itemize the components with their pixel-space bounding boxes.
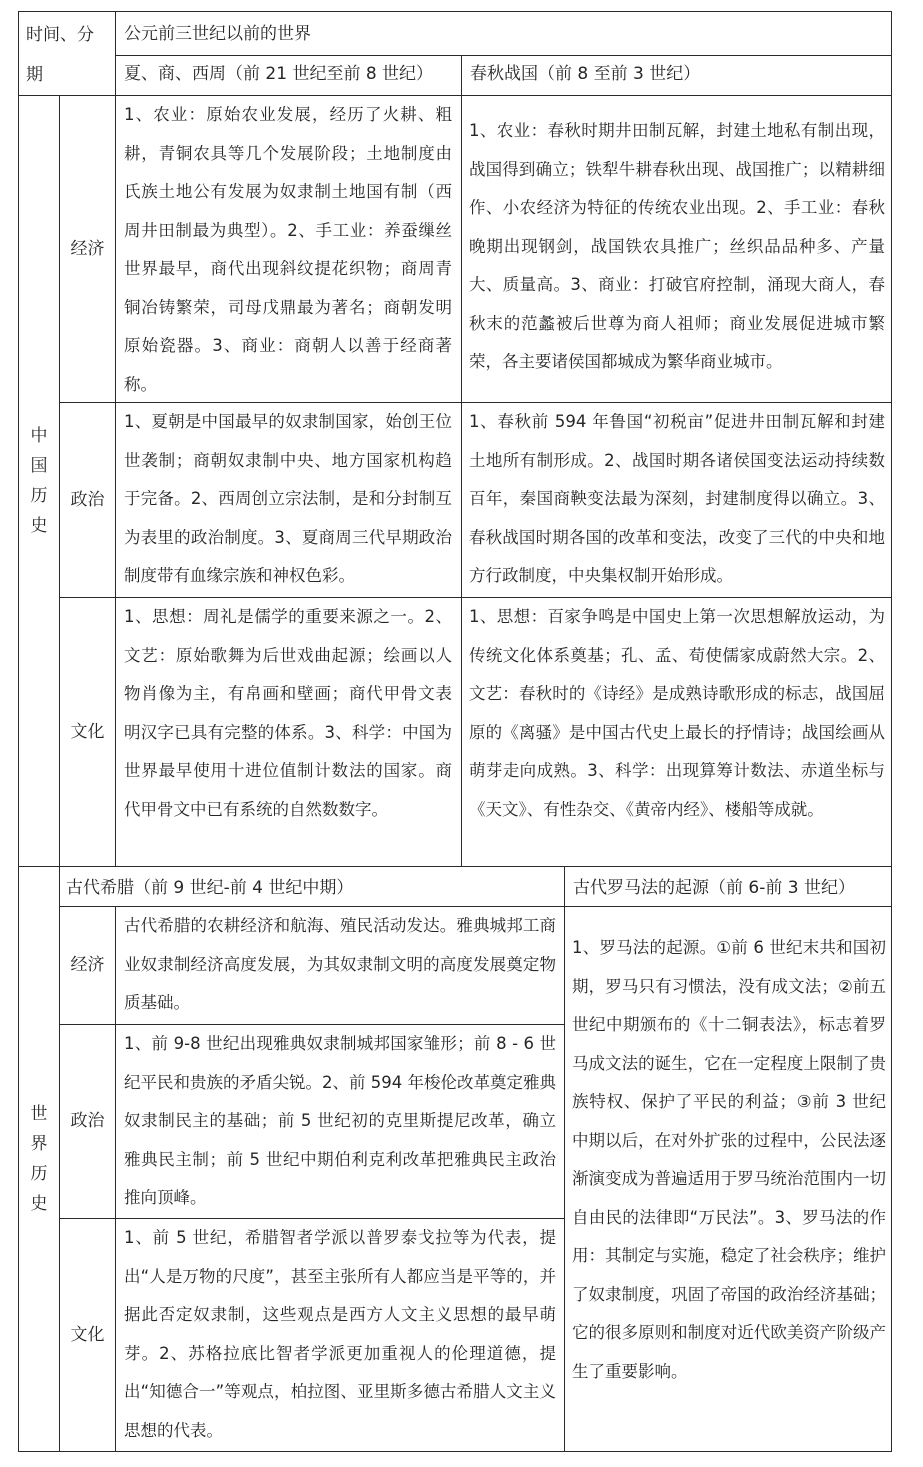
china-label-char: 史 bbox=[30, 516, 48, 536]
china-politics-xia-shang-zhou: 1、夏朝是中国最早的奴隶制国家，始创王位世袭制；商朝奴隶制中央、地方国家机构趋于完备。2、西周创立宗法制，是和分封制互为表里的政治制度。3、夏商周三代早期政治制度带有血缘宗族和神权色彩。 bbox=[124, 412, 452, 585]
rule-world-category bbox=[115, 906, 116, 1452]
greece-politics-text: 1、前 9-8 世纪出现雅典奴隶制城邦国家雏形；前 8 - 6 世纪平民和贵族的矛盾尖锐。2、前 594 年梭伦改革奠定雅典奴隶制民主的基础；前 5 世纪初的克里斯提尼改革，确立雅典民主制；前 5 世纪中期伯利克利改革把雅典民主政治推向顶峰。 bbox=[124, 1034, 556, 1207]
rule-bottom bbox=[18, 1451, 892, 1452]
rule-right bbox=[891, 11, 892, 1452]
china-label-char: 历 bbox=[30, 486, 48, 506]
china-history-label bbox=[19, 96, 59, 866]
rule-world-mid bbox=[564, 866, 565, 1452]
rome-title: 古代罗马法的起源（前 6-前 3 世纪） bbox=[573, 878, 855, 898]
world-label-char: 历 bbox=[30, 1164, 48, 1184]
greece-economy-text: 古代希腊的农耕经济和航海、殖民活动发达。雅典城邦工商业奴隶制经济高度发展，为其奴隶制文明的高度发展奠定物质基础。 bbox=[124, 916, 556, 1012]
rule-header-mid bbox=[115, 55, 892, 56]
china-economy-spring-autumn: 1、农业：春秋时期井田制瓦解，封建土地私有制出现，战国得到确立；铁犁牛耕春秋出现、战国推广；以精耕细作、小农经济为特征的传统农业出现。2、手工业：春秋晚期出现钢剑，战国铁农具推广；丝织品品种多、产量大、质量高。3、商业：打破官府控制，涌现大商人，春秋末的范蠡被后世尊为商人祖师；商业发展促进城市繁荣，各主要诸侯国都城成为繁华商业城市。 bbox=[469, 121, 885, 371]
rule-china-bottom bbox=[18, 866, 892, 867]
rome-law-text: 1、罗马法的起源。①前 6 世纪末共和国初期，罗马只有习惯法，没有成文法；②前五世纪中期颁布的《十二铜表法》，标志着罗马成文法的诞生，它在一定程度上限制了贵族特权、保护了平民的利益；③前 3 世纪中期以后，在对外扩张的过程中，公民法逐渐演变成为普遍适用于罗马统治范围内一切自由民的法律即“万民法”。3、罗马法的作用：其制定与实施，稳定了社会秩序；维护了奴隶制度，巩固了帝国的政治经济基础；它的很多原则和制度对近代欧美资产阶级产生了重要影响。 bbox=[572, 938, 886, 1381]
rule-china-mid bbox=[461, 55, 462, 867]
col1-title: 夏、商、西周（前 21 世纪至前 8 世纪） bbox=[124, 64, 434, 84]
greece-title: 古代希腊（前 9 世纪-前 4 世纪中期） bbox=[66, 878, 354, 898]
greece-economy-category: 经济 bbox=[70, 955, 105, 976]
china-economy-xia-shang-zhou: 1、农业：原始农业发展，经历了火耕、粗耕，青铜农具等几个发展阶段；土地制度由氏族土地公有发展为奴隶制土地国有制（西周井田制最为典型）。2、手工业：养蚕缫丝世界最早，商代出现斜纹提花织物；商周青铜冶铸繁荣，司母戊鼎最为著名；商朝发明原始瓷器。3、商业：商朝人以善于经商著称。 bbox=[124, 105, 452, 394]
greece-politics-category: 政治 bbox=[70, 1111, 105, 1132]
china-politics-category: 政治 bbox=[70, 489, 105, 510]
china-culture-category: 文化 bbox=[70, 721, 105, 742]
era-title: 公元前三世纪以前的世界 bbox=[124, 24, 311, 44]
rule-time-col bbox=[115, 11, 116, 867]
china-culture-xia-shang-zhou: 1、思想：周礼是儒学的重要来源之一。2、文艺：原始歌舞为后世戏曲起源；绘画以人物肖像为主，有帛画和壁画；商代甲骨文表明汉字已具有完整的体系。3、科学：中国为世界最早使用十进位值制计数法的国家。商代甲骨文中已有系统的自然数数字。 bbox=[124, 607, 452, 819]
world-history-label bbox=[19, 867, 59, 1451]
greece-culture-category: 文化 bbox=[70, 1324, 105, 1345]
world-label-char: 界 bbox=[30, 1134, 48, 1154]
greece-culture-text: 1、前 5 世纪，希腊智者学派以普罗泰戈拉等为代表，提出“人是万物的尺度”，甚至主张所有人都应当是平等的，并据此否定奴隶制，这些观点是西方人文主义思想的最早萌芽。2、苏格拉底比智者学派更加重视人的伦理道德，提出“知德合一”等观点，柏拉图、亚里斯多德古希腊人文主义思想的代表。 bbox=[124, 1228, 556, 1440]
china-label-char: 国 bbox=[30, 456, 48, 476]
china-economy-category: 经济 bbox=[70, 238, 105, 259]
time-period-label-line1: 时间、分 bbox=[26, 25, 94, 45]
china-culture-spring-autumn: 1、思想：百家争鸣是中国史上第一次思想解放运动，为传统文化体系奠基；孔、孟、荀使儒家成蔚然大宗。2、文艺：春秋时的《诗经》是成熟诗歌形成的标志，战国屈原的《离骚》是中国古代史上最长的抒情诗；战国绘画从萌芽走向成熟。3、科学：出现算筹计数法、赤道坐标与《天文》、有性杂交、《黄帝内经》、楼船等成就。 bbox=[469, 607, 885, 819]
china-politics-spring-autumn: 1、春秋前 594 年鲁国“初税亩”促进井田制瓦解和封建土地所有制形成。2、战国时期各诸侯国变法运动持续数百年，秦国商鞅变法最为深刻，封建制度得以确立。3、春秋战国时期各国的改革和变法，改变了三代的中央和地方行政制度，中央集权制开始形成。 bbox=[469, 412, 885, 585]
china-label-char: 中 bbox=[30, 426, 48, 446]
col2-title: 春秋战国（前 8 至前 3 世纪） bbox=[470, 64, 701, 84]
world-label-char: 史 bbox=[30, 1194, 48, 1214]
rule-top bbox=[18, 11, 892, 12]
world-label-char: 世 bbox=[30, 1104, 48, 1124]
time-period-label-line2: 期 bbox=[26, 65, 43, 85]
